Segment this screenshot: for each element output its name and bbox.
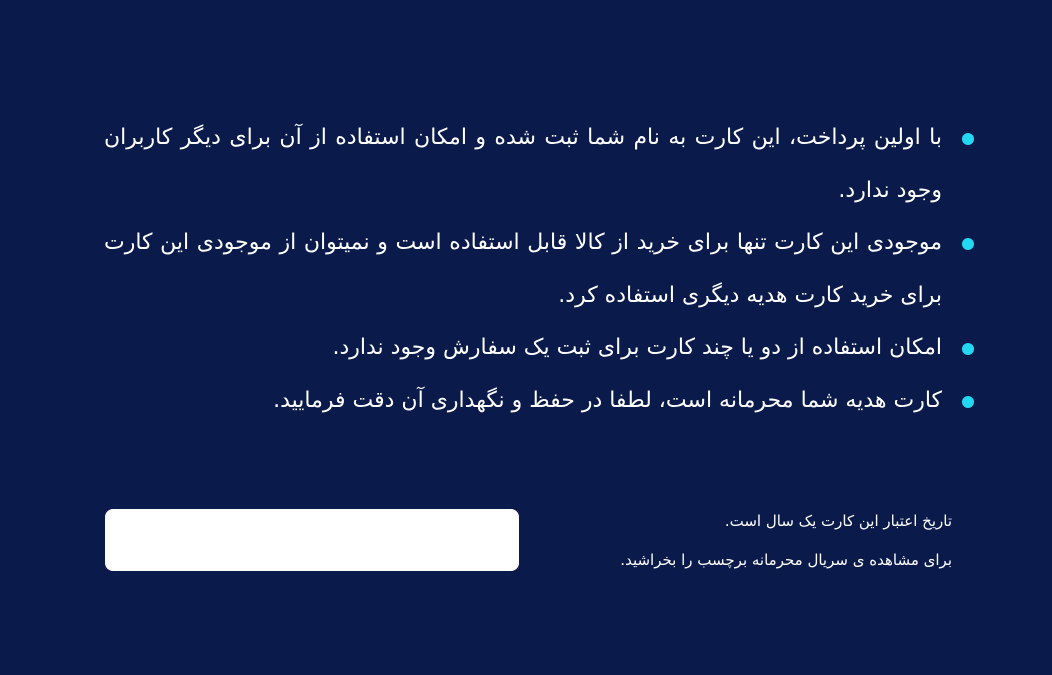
rule-item xyxy=(104,375,974,428)
bullet-icon xyxy=(962,343,974,355)
rule-text: با اولین پرداخت، این کارت به نام شما ثبت شده و امکان استفاده از آن برای دیگر کاربران وجود ندارد. xyxy=(104,125,942,203)
validity-note: تاریخ اعتبار این کارت یک سال است. xyxy=(724,512,952,530)
bullet-icon xyxy=(962,133,974,145)
rule-item xyxy=(104,112,974,217)
rule-item xyxy=(104,217,974,322)
rule-text: موجودی این کارت تنها برای خرید از کالا قابل استفاده است و نمیتوان از موجودی این کارت برای خرید کارت هدیه دیگری استفاده کرد. xyxy=(104,230,942,308)
card-notes xyxy=(522,502,952,580)
rule-text: امکان استفاده از دو یا چند کارت برای ثبت یک سفارش وجود ندارد. xyxy=(332,335,942,360)
rule-item xyxy=(104,322,974,375)
bullet-icon xyxy=(962,238,974,250)
bullet-icon xyxy=(962,396,974,408)
scratch-off-panel[interactable] xyxy=(105,509,519,571)
rules-list xyxy=(104,112,974,427)
rule-text: کارت هدیه شما محرمانه است، لطفا در حفظ و نگهداری آن دقت فرمایید. xyxy=(273,387,942,413)
scratch-instruction: برای مشاهده ی سریال محرمانه برچسب را بخراشید. xyxy=(620,551,952,569)
